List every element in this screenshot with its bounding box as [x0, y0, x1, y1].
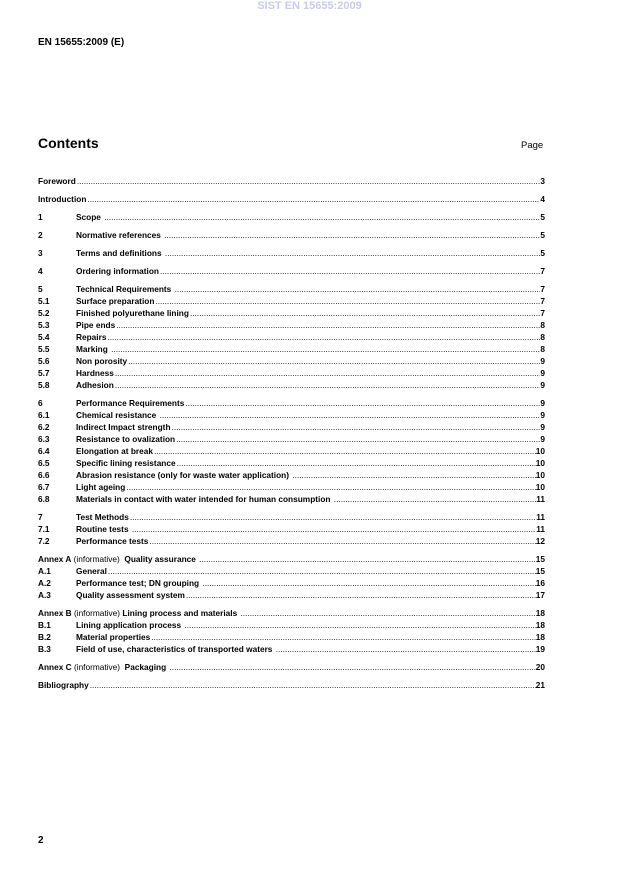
- toc-entry-number: A.3: [38, 590, 51, 600]
- toc-entry[interactable]: [38, 331, 545, 343]
- toc-group: [38, 283, 545, 391]
- toc-entry-number: 5.2: [38, 308, 50, 318]
- table-of-contents: [38, 175, 545, 697]
- toc-entry-page: 17: [535, 590, 545, 600]
- dot-leader: [115, 319, 540, 331]
- toc-group: [38, 607, 545, 655]
- toc-entry-page: 21: [535, 680, 545, 690]
- toc-entry-title: Materials in contact with water intended for human consumption: [76, 494, 333, 504]
- toc-entry-number: A.2: [38, 578, 51, 588]
- toc-entry-page: 8: [540, 344, 545, 354]
- dot-leader: [103, 211, 540, 223]
- toc-entry-title: Normative references: [76, 230, 164, 240]
- dot-leader: [198, 553, 536, 565]
- toc-entry-page: 8: [540, 332, 545, 342]
- toc-entry-page: 9: [540, 434, 545, 444]
- toc-entry-page: 10: [535, 482, 545, 492]
- dot-leader: [86, 193, 540, 205]
- toc-entry-page: 5: [540, 212, 545, 222]
- toc-entry[interactable]: [38, 175, 545, 187]
- toc-entry[interactable]: [38, 643, 545, 655]
- toc-entry-page: 15: [535, 566, 545, 576]
- toc-entry-page: 7: [540, 296, 545, 306]
- toc-entry-title: Lining application process: [76, 620, 184, 630]
- dot-leader: [114, 379, 541, 391]
- toc-entry-title: Marking: [76, 344, 111, 354]
- toc-entry-number: 4: [38, 266, 43, 276]
- dot-leader: [153, 445, 536, 457]
- toc-entry-title: Non porosity: [76, 356, 128, 366]
- toc-entry-number: B.2: [38, 632, 51, 642]
- dot-leader: [164, 247, 540, 259]
- toc-entry-number: B.3: [38, 644, 51, 654]
- toc-entry[interactable]: [38, 421, 545, 433]
- toc-entry-title: Lining process and materials: [122, 608, 240, 618]
- dot-leader: [159, 265, 540, 277]
- toc-entry-title: Quality assurance: [122, 554, 199, 564]
- toc-entry[interactable]: [38, 433, 545, 445]
- annex-informative: (informative): [71, 554, 123, 564]
- toc-entry[interactable]: [38, 565, 545, 577]
- dot-leader: [169, 661, 536, 673]
- toc-entry-title: Elongation at break: [76, 446, 153, 456]
- dot-leader: [333, 493, 536, 505]
- toc-entry[interactable]: [38, 229, 545, 241]
- toc-entry-page: 10: [535, 470, 545, 480]
- toc-entry-number: 5.5: [38, 344, 50, 354]
- toc-entry-number: 1: [38, 212, 43, 222]
- dot-leader: [150, 631, 536, 643]
- toc-group: [38, 679, 545, 691]
- toc-entry-number: 7: [38, 512, 43, 522]
- toc-entry-title: Technical Requirements: [76, 284, 174, 294]
- toc-entry-page: 11: [536, 512, 545, 522]
- toc-entry-number: 6.6: [38, 470, 50, 480]
- dot-leader: [129, 511, 536, 523]
- toc-entry-number: 3: [38, 248, 43, 258]
- toc-entry-page: 7: [540, 308, 545, 318]
- toc-entry[interactable]: [38, 493, 545, 505]
- toc-entry-title: Indirect Impact strength: [76, 422, 171, 432]
- toc-entry-number: A.1: [38, 566, 51, 576]
- dot-leader: [131, 523, 536, 535]
- dot-leader: [89, 679, 536, 691]
- dot-leader: [110, 343, 540, 355]
- toc-entry[interactable]: [38, 481, 545, 493]
- dot-leader: [159, 409, 541, 421]
- dot-leader: [183, 619, 535, 631]
- toc-entry[interactable]: [38, 469, 545, 481]
- toc-entry-number: 6.4: [38, 446, 50, 456]
- toc-entry-page: 9: [540, 398, 545, 408]
- toc-entry-page: 7: [540, 266, 545, 276]
- toc-entry-number: 6.7: [38, 482, 50, 492]
- toc-group: [38, 553, 545, 601]
- toc-entry[interactable]: [38, 265, 545, 277]
- toc-entry-number: 5.8: [38, 380, 50, 390]
- annex-label: Annex C: [38, 662, 72, 672]
- dot-leader: [189, 307, 540, 319]
- annex-label: Annex B: [38, 608, 72, 618]
- dot-leader: [291, 469, 535, 481]
- toc-entry[interactable]: [38, 619, 545, 631]
- dot-leader: [171, 421, 541, 433]
- annex-informative: (informative): [71, 662, 123, 672]
- toc-entry[interactable]: [38, 295, 545, 307]
- toc-group: [38, 397, 545, 505]
- toc-entry-number: 7.1: [38, 524, 50, 534]
- toc-group: [38, 661, 545, 673]
- dot-leader: [175, 433, 540, 445]
- dot-leader: [185, 589, 536, 601]
- toc-entry-page: 10: [535, 458, 545, 468]
- dot-leader: [127, 355, 540, 367]
- toc-group: [38, 229, 545, 241]
- toc-entry-page: 5: [540, 248, 545, 258]
- toc-entry-title: General: [76, 566, 107, 576]
- toc-entry-title: Terms and definitions: [76, 248, 164, 258]
- toc-entry[interactable]: [38, 379, 545, 391]
- dot-leader: [148, 535, 535, 547]
- toc-entry-title: Field of use, characteristics of transported waters: [76, 644, 275, 654]
- toc-entry-number: 6: [38, 398, 43, 408]
- toc-entry-number: 5.7: [38, 368, 50, 378]
- toc-entry-title: Light ageing: [76, 482, 126, 492]
- toc-entry-page: 7: [540, 284, 545, 294]
- toc-entry-page: 9: [540, 380, 545, 390]
- toc-entry-title: Ordering information: [76, 266, 159, 276]
- toc-group: [38, 247, 545, 259]
- toc-entry-page: 9: [540, 422, 545, 432]
- toc-entry-number: 6.3: [38, 434, 50, 444]
- toc-entry-title: Performance Requirements: [76, 398, 185, 408]
- toc-entry-title: Adhesion: [76, 380, 114, 390]
- toc-group: [38, 175, 545, 187]
- toc-entry[interactable]: [38, 355, 545, 367]
- toc-entry[interactable]: [38, 631, 545, 643]
- dot-leader: [240, 607, 536, 619]
- page-column-label: Page: [521, 140, 544, 151]
- toc-entry-number: 6.8: [38, 494, 50, 504]
- toc-entry[interactable]: [38, 319, 545, 331]
- toc-entry-page: 18: [535, 632, 545, 642]
- dot-leader: [76, 175, 541, 187]
- dot-leader: [107, 565, 536, 577]
- toc-entry[interactable]: [38, 589, 545, 601]
- dot-leader: [275, 643, 536, 655]
- toc-entry-title: Material properties: [76, 632, 151, 642]
- toc-entry-page: 8: [540, 320, 545, 330]
- toc-entry-number: 5.1: [38, 296, 50, 306]
- toc-entry[interactable]: [38, 511, 545, 523]
- toc-entry-number: 2: [38, 230, 43, 240]
- toc-entry[interactable]: [38, 409, 545, 421]
- dot-leader: [176, 457, 536, 469]
- toc-entry-page: 5: [540, 230, 545, 240]
- toc-entry-number: B.1: [38, 620, 51, 630]
- toc-entry-title: Bibliography: [38, 680, 89, 690]
- toc-entry[interactable]: [38, 283, 545, 295]
- toc-entry[interactable]: [38, 307, 545, 319]
- toc-entry[interactable]: [38, 679, 545, 691]
- page-number: 2: [38, 835, 44, 846]
- toc-entry[interactable]: [38, 397, 545, 409]
- toc-entry[interactable]: [38, 193, 545, 205]
- toc-entry-number: 5: [38, 284, 43, 294]
- dot-leader: [114, 367, 541, 379]
- annex-informative: (informative): [71, 608, 123, 618]
- toc-entry-page: 16: [535, 578, 545, 588]
- toc-entry[interactable]: [38, 343, 545, 355]
- toc-entry-title: Performance tests: [76, 536, 149, 546]
- toc-entry[interactable]: [38, 535, 545, 547]
- toc-entry-title: Hardness: [76, 368, 114, 378]
- toc-group: [38, 511, 545, 547]
- toc-entry-title: Resistance to ovalization: [76, 434, 176, 444]
- toc-entry-page: 18: [535, 620, 545, 630]
- toc-entry[interactable]: [38, 445, 545, 457]
- document-header: EN 15655:2009 (E): [38, 37, 125, 48]
- toc-entry-page: 12: [535, 536, 545, 546]
- toc-group: [38, 193, 545, 205]
- toc-entry-page: 4: [540, 194, 545, 204]
- toc-entry-page: 11: [536, 524, 545, 534]
- toc-entry[interactable]: [38, 247, 545, 259]
- dot-leader: [125, 481, 535, 493]
- toc-entry-page: 18: [535, 608, 545, 618]
- annex-label: Annex A: [38, 554, 72, 564]
- toc-group: [38, 265, 545, 277]
- toc-entry[interactable]: [38, 553, 545, 565]
- toc-entry-page: 15: [535, 554, 545, 564]
- toc-entry-title: Finished polyurethane lining: [76, 308, 189, 318]
- toc-entry-page: 9: [540, 410, 545, 420]
- toc-entry[interactable]: [38, 457, 545, 469]
- toc-entry-number: 6.5: [38, 458, 50, 468]
- toc-entry[interactable]: [38, 607, 545, 619]
- toc-entry-number: 5.3: [38, 320, 50, 330]
- toc-entry-title: Scope: [76, 212, 104, 222]
- dot-leader: [154, 295, 540, 307]
- toc-entry-page: 11: [536, 494, 545, 504]
- toc-entry-number: 6.1: [38, 410, 50, 420]
- toc-entry-title: Foreword: [38, 176, 76, 186]
- toc-entry[interactable]: [38, 367, 545, 379]
- toc-entry-page: 9: [540, 368, 545, 378]
- toc-entry-title: Surface preparation: [76, 296, 155, 306]
- dot-leader: [163, 229, 540, 241]
- toc-entry-number: 6.2: [38, 422, 50, 432]
- dot-leader: [201, 577, 535, 589]
- dot-leader: [106, 331, 540, 343]
- toc-entry-title: Specific lining resistance: [76, 458, 176, 468]
- toc-entry[interactable]: [38, 577, 545, 589]
- toc-entry-title: Introduction: [38, 194, 87, 204]
- watermark: SIST EN 15655:2009: [257, 0, 362, 12]
- page-title: Contents: [38, 135, 99, 151]
- toc-entry-title: Pipe ends: [76, 320, 116, 330]
- toc-entry[interactable]: [38, 661, 545, 673]
- toc-entry-title: Test Methods: [76, 512, 129, 522]
- toc-entry-page: 20: [535, 662, 545, 672]
- toc-entry-page: 10: [535, 446, 545, 456]
- toc-entry-number: 5.4: [38, 332, 50, 342]
- toc-group: [38, 211, 545, 223]
- toc-entry-number: 7.2: [38, 536, 50, 546]
- toc-entry-number: 5.6: [38, 356, 50, 366]
- toc-entry[interactable]: [38, 523, 545, 535]
- toc-entry-page: 3: [540, 176, 545, 186]
- toc-entry-title: Packaging: [122, 662, 169, 672]
- dot-leader: [184, 397, 540, 409]
- toc-entry-title: Performance test; DN grouping: [76, 578, 202, 588]
- toc-entry[interactable]: [38, 211, 545, 223]
- toc-entry-title: Repairs: [76, 332, 107, 342]
- toc-entry-page: 9: [540, 356, 545, 366]
- toc-entry-title: Routine tests: [76, 524, 131, 534]
- toc-entry-title: Quality assessment system: [76, 590, 185, 600]
- toc-entry-title: Chemical resistance: [76, 410, 159, 420]
- dot-leader: [174, 283, 541, 295]
- toc-entry-title: Abrasion resistance (only for waste water application): [76, 470, 292, 480]
- toc-entry-page: 19: [535, 644, 545, 654]
